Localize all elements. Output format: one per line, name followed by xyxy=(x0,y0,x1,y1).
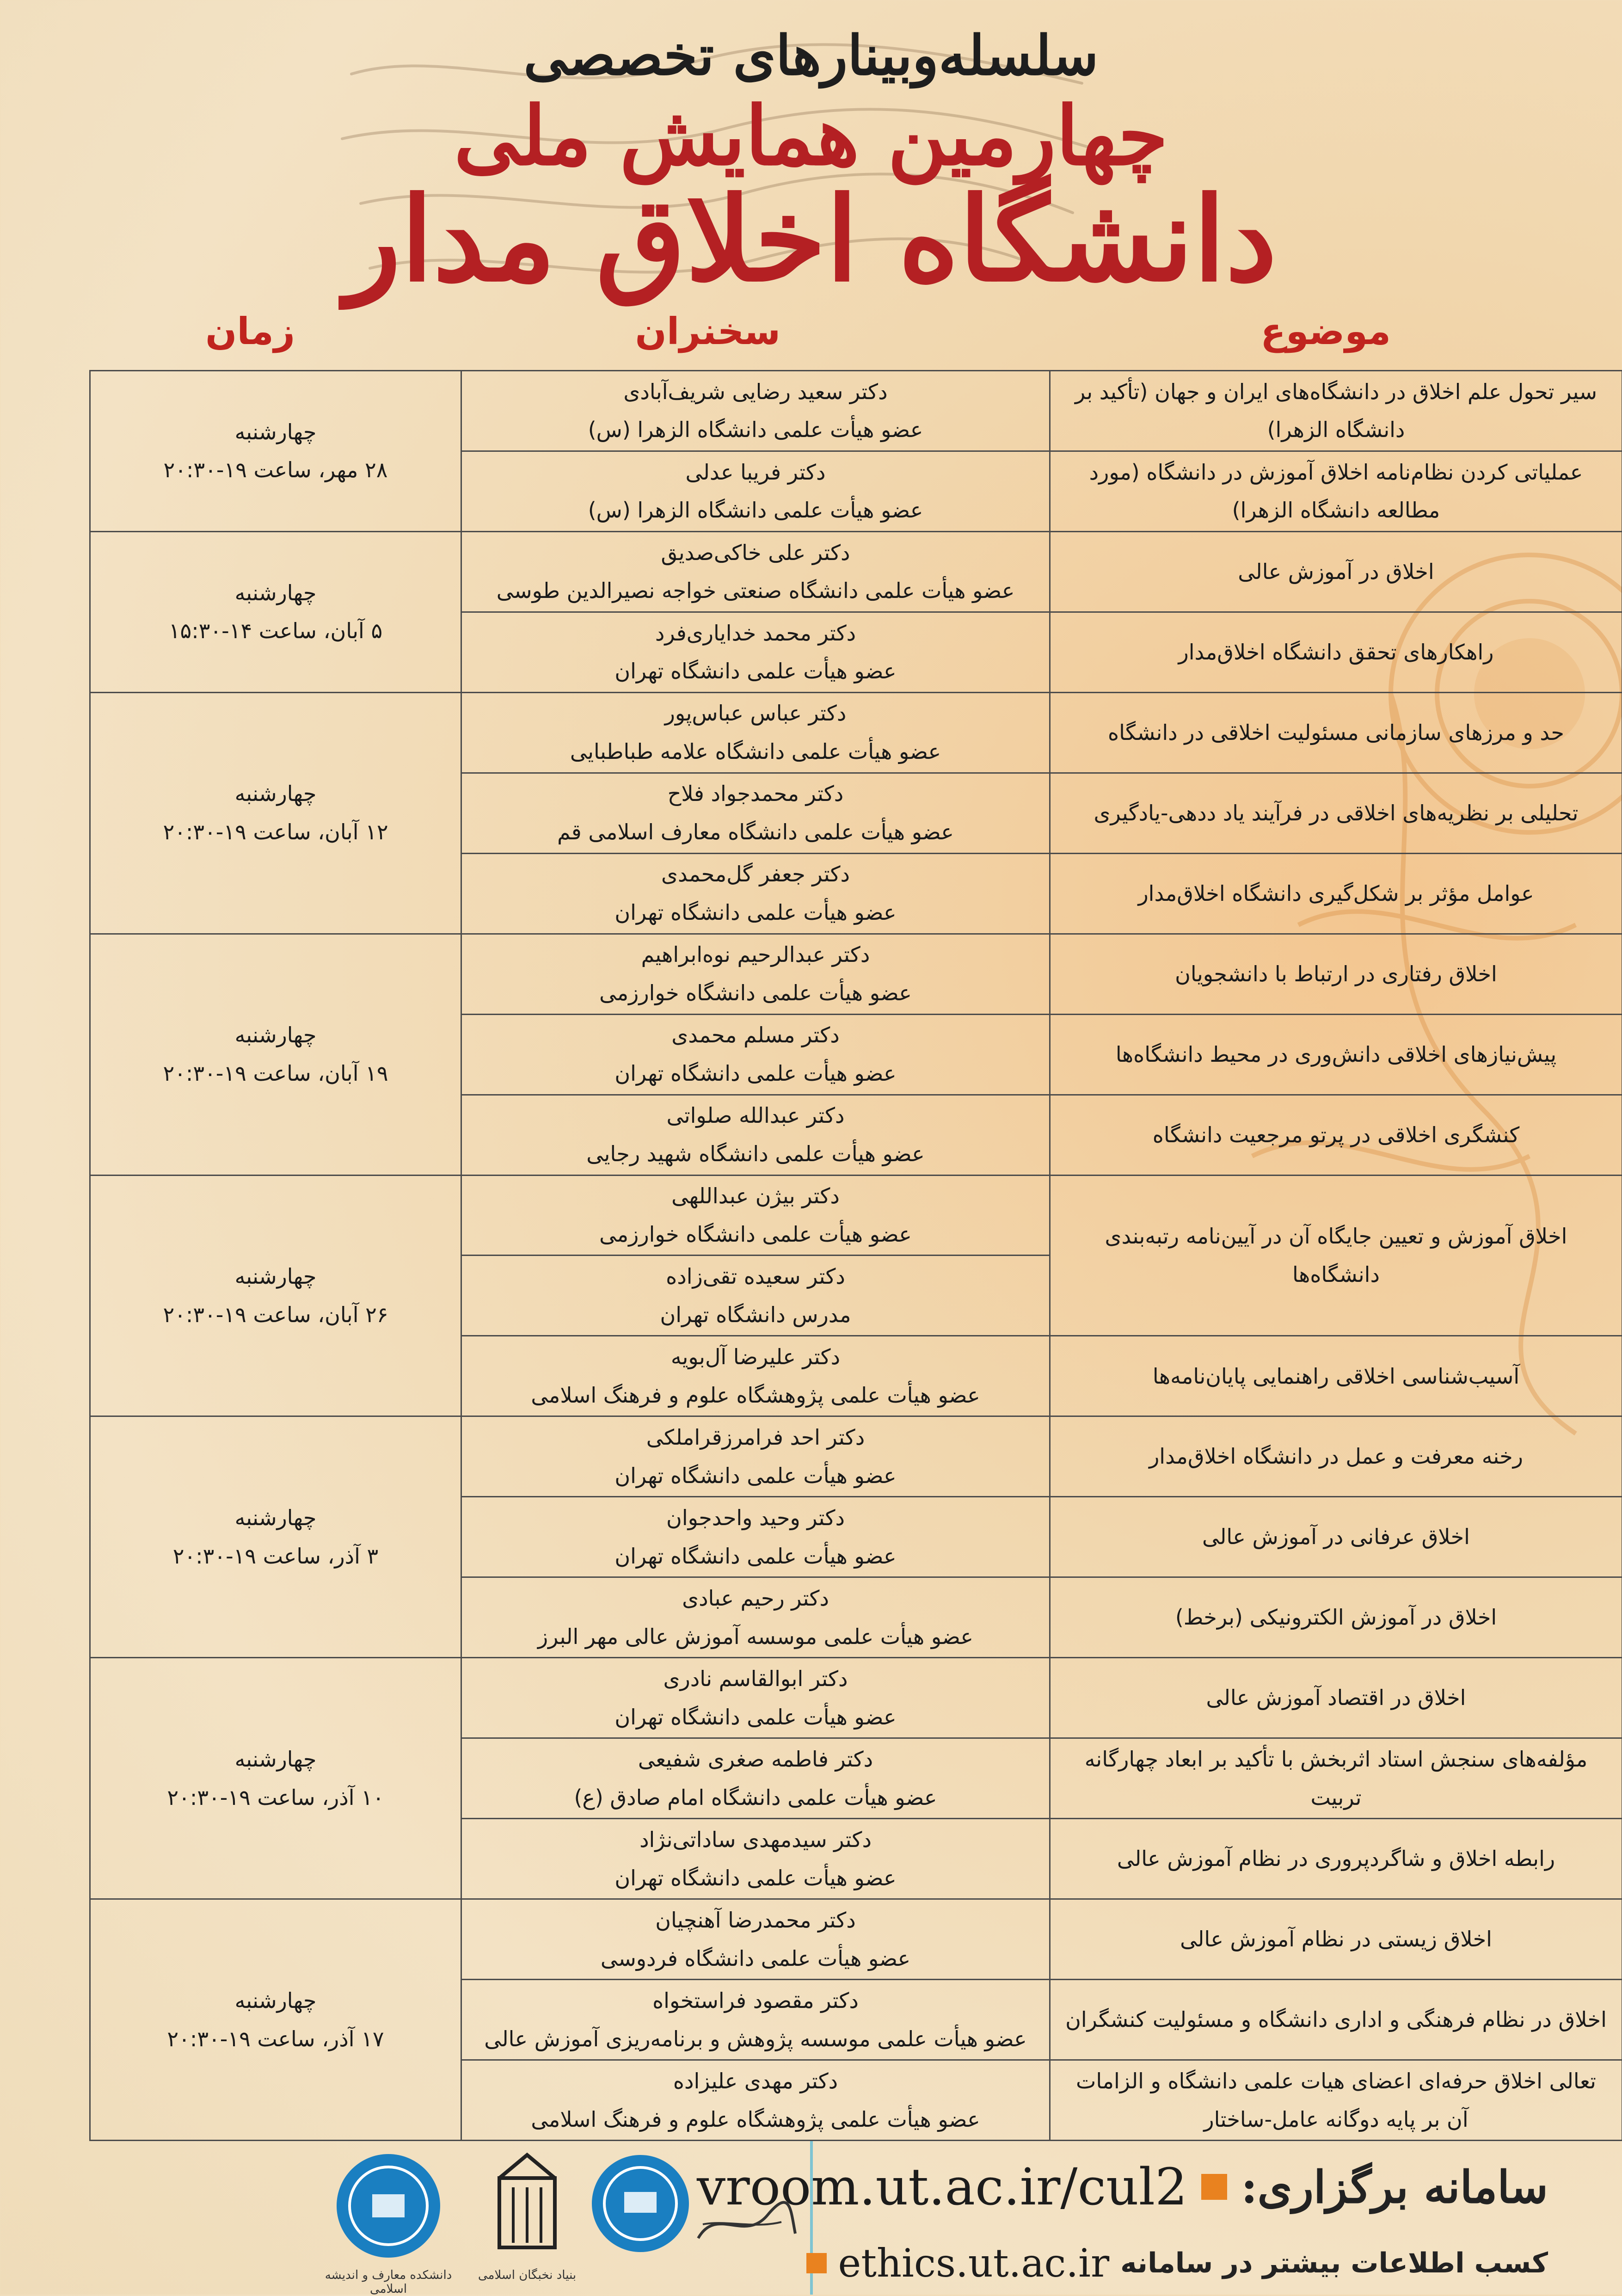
session-day: چهارشنبه xyxy=(104,1016,447,1054)
info-row xyxy=(806,2241,1548,2286)
speaker-affiliation: عضو هیأت علمی دانشگاه خوارزمی xyxy=(476,1215,1035,1254)
islamic-foundation-logo xyxy=(481,2150,573,2261)
speaker-cell xyxy=(461,1175,1050,1256)
speaker-affiliation: عضو هیأت علمی دانشگاه تهران xyxy=(476,1537,1035,1576)
speaker-affiliation: عضو هیأت علمی دانشگاه تهران xyxy=(476,1457,1035,1495)
speaker-affiliation: عضو هیأت علمی دانشگاه تهران xyxy=(476,652,1035,690)
session-datetime: ۲۶ آبان، ساعت ۱۹-۲۰:۳۰ xyxy=(104,1296,447,1334)
topic-cell: اخلاق عرفانی در آموزش عالی xyxy=(1050,1497,1622,1577)
topic-cell: رابطه اخلاق و شاگردپروری در نظام آموزش عالی xyxy=(1050,1819,1622,1899)
speaker-affiliation: عضو هیأت علمی دانشگاه امام صادق (ع) xyxy=(476,1779,1035,1817)
speaker-affiliation: عضو هیأت علمی دانشگاه تهران xyxy=(476,1859,1035,1897)
time-cell xyxy=(90,1175,461,1416)
speaker-name: دکتر مسلم محمدی xyxy=(476,1016,1035,1054)
speaker-name: دکتر جعفر گل‌محمدی xyxy=(476,855,1035,893)
session-day: چهارشنبه xyxy=(104,1740,447,1779)
speaker-name: دکتر علی خاکی‌صدیق xyxy=(476,534,1035,572)
speaker-name: دکتر عبدالرحیم نوه‌ابراهیم xyxy=(476,936,1035,974)
column-header-time: زمان xyxy=(205,310,295,353)
table-row xyxy=(90,531,1622,612)
session-datetime: ۳ آذر، ساعت ۱۹-۲۰:۳۰ xyxy=(104,1537,447,1576)
speaker-name: دکتر علیرضا آل‌بویه xyxy=(476,1338,1035,1376)
speaker-cell xyxy=(461,1819,1050,1899)
topic-cell: حد و مرزهای سازمانی مسئولیت اخلاقی در دانشگاه xyxy=(1050,692,1622,773)
speaker-cell xyxy=(461,451,1050,531)
topic-cell: پیش‌نیازهای اخلاقی دانش‌وری در محیط دانشگاه‌ها xyxy=(1050,1014,1622,1095)
column-header-topic: موضوع xyxy=(1260,310,1391,353)
speaker-affiliation: عضو هیأت علمی دانشگاه شهید رجایی xyxy=(476,1135,1035,1173)
topic-cell: تحلیلی بر نظریه‌های اخلاقی در فرآیند یاد ددهی-یادگیری xyxy=(1050,773,1622,853)
session-datetime: ۱۷ آذر، ساعت ۱۹-۲۰:۳۰ xyxy=(104,2020,447,2058)
speaker-name: دکتر وحید واحدجوان xyxy=(476,1499,1035,1537)
time-cell xyxy=(90,1416,461,1658)
speaker-cell xyxy=(461,1980,1050,2060)
time-cell xyxy=(90,1899,461,2141)
topic-cell: راهکارهای تحقق دانشگاه اخلاق‌مدار xyxy=(1050,612,1622,692)
session-day: چهارشنبه xyxy=(104,1982,447,2020)
system-url-link[interactable]: vroom.ut.ac.ir/cul2 xyxy=(697,2157,1187,2216)
session-day: چهارشنبه xyxy=(104,775,447,813)
speaker-affiliation: عضو هیأت علمی دانشگاه فردوسی xyxy=(476,1939,1035,1978)
topic-cell: تعالی اخلاق حرفه‌ای اعضای هیات علمی دانشگاه و الزامات آن بر پایه دوگانه عامل-ساختار xyxy=(1050,2060,1622,2141)
session-datetime: ۲۸ مهر، ساعت ۱۹-۲۰:۳۰ xyxy=(104,451,447,489)
info-url-link[interactable]: ethics.ut.ac.ir xyxy=(838,2241,1109,2286)
speaker-cell xyxy=(461,371,1050,451)
speaker-affiliation: عضو هیأت علمی دانشگاه الزهرا (س) xyxy=(476,411,1035,449)
speaker-cell xyxy=(461,1014,1050,1095)
session-day: چهارشنبه xyxy=(104,574,447,612)
speaker-affiliation: عضو هیأت علمی دانشگاه تهران xyxy=(476,1698,1035,1736)
speaker-name: دکتر محمدجواد فلاح xyxy=(476,775,1035,813)
speaker-name: دکتر محمدرضا آهنچیان xyxy=(476,1901,1035,1939)
speaker-cell xyxy=(461,531,1050,612)
speaker-name: دکتر ابوالقاسم نادری xyxy=(476,1660,1035,1698)
speaker-cell xyxy=(461,692,1050,773)
topic-cell: اخلاق در اقتصاد آموزش عالی xyxy=(1050,1658,1622,1738)
foundation-logo-caption: بنیاد نخبگان اسلامی xyxy=(472,2268,583,2282)
speaker-cell xyxy=(461,1336,1050,1416)
speaker-cell xyxy=(461,934,1050,1014)
time-cell xyxy=(90,531,461,692)
speaker-affiliation: عضو هیأت علمی دانشگاه تهران xyxy=(476,1054,1035,1093)
speaker-cell xyxy=(461,612,1050,692)
tehran-university-logo xyxy=(333,2150,444,2261)
time-cell xyxy=(90,1658,461,1899)
speaker-cell xyxy=(461,1416,1050,1497)
conference-subtitle: چهارمین همایش ملی xyxy=(0,92,1622,181)
topic-cell: اخلاق در آموزش عالی xyxy=(1050,531,1622,612)
topic-cell: سیر تحول علم اخلاق در دانشگاه‌های ایران و جهان (تأکید بر دانشگاه الزهرا) xyxy=(1050,371,1622,451)
time-cell xyxy=(90,934,461,1175)
faculty-logo-caption: دانشکده معارف و اندیشه اسلامی xyxy=(319,2268,458,2296)
topic-cell: کنشگری اخلاقی در پرتو مرجعیت دانشگاه xyxy=(1050,1095,1622,1175)
speaker-affiliation: عضو هیأت علمی موسسه آموزش عالی مهر البرز xyxy=(476,1618,1035,1656)
table-row xyxy=(90,1416,1622,1497)
speaker-name: دکتر سعیده تقی‌زاده xyxy=(476,1257,1035,1296)
topic-cell: رخنه معرفت و عمل در دانشگاه اخلاق‌مدار xyxy=(1050,1416,1622,1497)
topic-cell: اخلاق در آموزش الکترونیکی (برخط) xyxy=(1050,1577,1622,1658)
speaker-name: دکتر سعید رضایی شریف‌آبادی xyxy=(476,373,1035,411)
speaker-affiliation: عضو هیأت علمی موسسه پژوهش و برنامه‌ریزی آموزش عالی xyxy=(476,2020,1035,2058)
speaker-cell xyxy=(461,1899,1050,1980)
speaker-name: دکتر مقصود فراستخواه xyxy=(476,1982,1035,2020)
schedule-table xyxy=(89,370,1622,2141)
info-label: کسب اطلاعات بیشتر در سامانه xyxy=(1120,2247,1548,2279)
speaker-name: دکتر مهدی علیزاده xyxy=(476,2062,1035,2100)
system-label: سامانه برگزاری: xyxy=(1241,2161,1548,2213)
session-datetime: ۱۹ آبان، ساعت ۱۹-۲۰:۳۰ xyxy=(104,1054,447,1093)
speaker-name: دکتر فریبا عدلی xyxy=(476,453,1035,492)
orange-square-icon xyxy=(1201,2174,1227,2200)
speaker-cell xyxy=(461,1658,1050,1738)
speaker-cell xyxy=(461,2060,1050,2141)
topic-cell: مؤلفه‌های سنجش استاد اثربخش با تأکید بر ابعاد چهارگانه تربیت xyxy=(1050,1738,1622,1819)
session-datetime: ۱۰ آذر، ساعت ۱۹-۲۰:۳۰ xyxy=(104,1779,447,1817)
speaker-affiliation: عضو هیأت علمی دانشگاه خوارزمی xyxy=(476,974,1035,1012)
speaker-cell xyxy=(461,1497,1050,1577)
table-row xyxy=(90,371,1622,451)
speaker-affiliation: مدرس دانشگاه تهران xyxy=(476,1296,1035,1334)
speaker-name: دکتر رحیم عبادی xyxy=(476,1579,1035,1618)
speaker-cell xyxy=(461,1577,1050,1658)
topic-cell: اخلاق در نظام فرهنگی و اداری دانشگاه و مسئولیت کنشگران xyxy=(1050,1980,1622,2060)
column-header-speaker: سخنران xyxy=(635,310,780,353)
topic-cell: اخلاق رفتاری در ارتباط با دانشجویان xyxy=(1050,934,1622,1014)
speaker-affiliation: عضو هیأت علمی دانشگاه الزهرا (س) xyxy=(476,491,1035,529)
time-cell xyxy=(90,692,461,934)
session-day: چهارشنبه xyxy=(104,1257,447,1296)
orange-square-icon xyxy=(806,2253,827,2273)
speaker-affiliation: عضو هیأت علمی دانشگاه تهران xyxy=(476,893,1035,932)
speaker-cell xyxy=(461,773,1050,853)
speaker-affiliation: عضو هیأت علمی پژوهشگاه علوم و فرهنگ اسلامی xyxy=(476,2100,1035,2139)
deputy-calligraphy-logo xyxy=(689,2197,800,2252)
conference-title: دانشگاه اخلاق مدار xyxy=(0,181,1622,297)
topic-cell: عوامل مؤثر بر شکل‌گیری دانشگاه اخلاق‌مدار xyxy=(1050,853,1622,934)
speaker-cell xyxy=(461,1095,1050,1175)
session-datetime: ۵ آبان، ساعت ۱۴-۱۵:۳۰ xyxy=(104,612,447,650)
table-row xyxy=(90,1658,1622,1738)
speaker-name: دکتر عباس عباس‌پور xyxy=(476,694,1035,733)
topic-cell: آسیب‌شناسی اخلاقی راهنمایی پایان‌نامه‌ها xyxy=(1050,1336,1622,1416)
speaker-name: دکتر عبدالله صلواتی xyxy=(476,1096,1035,1135)
speaker-name: دکتر بیژن عبداللهی xyxy=(476,1177,1035,1215)
series-title: سلسله‌وبینارهای تخصصی xyxy=(0,23,1622,87)
table-row xyxy=(90,692,1622,773)
speaker-affiliation: عضو هیأت علمی دانشگاه علامه طباطبایی xyxy=(476,733,1035,771)
speaker-cell xyxy=(461,1256,1050,1336)
session-datetime: ۱۲ آبان، ساعت ۱۹-۲۰:۳۰ xyxy=(104,813,447,851)
speaker-name: دکتر محمد خدایاری‌فرد xyxy=(476,614,1035,652)
speaker-affiliation: عضو هیأت علمی دانشگاه معارف اسلامی قم xyxy=(476,813,1035,851)
table-row xyxy=(90,934,1622,1014)
time-cell xyxy=(90,371,461,532)
topic-cell: عملیاتی کردن نظام‌نامه اخلاق آموزش در دانشگاه (مورد مطالعه دانشگاه الزهرا) xyxy=(1050,451,1622,531)
university-seal-logo xyxy=(587,2150,694,2257)
table-row xyxy=(90,1175,1622,1256)
speaker-cell xyxy=(461,853,1050,934)
topic-cell: اخلاق زیستی در نظام آموزش عالی xyxy=(1050,1899,1622,1980)
speaker-name: دکتر فاطمه صغری شفیعی xyxy=(476,1740,1035,1779)
speaker-name: دکتر احد فرامرزقراملکی xyxy=(476,1418,1035,1457)
session-day: چهارشنبه xyxy=(104,1499,447,1537)
system-row xyxy=(697,2157,1548,2216)
speaker-affiliation: عضو هیأت علمی پژوهشگاه علوم و فرهنگ اسلامی xyxy=(476,1376,1035,1415)
poster-header xyxy=(0,14,1622,297)
speaker-affiliation: عضو هیأت علمی دانشگاه صنعتی خواجه نصیرالدین طوسی xyxy=(476,572,1035,610)
topic-cell: اخلاق آموزش و تعیین جایگاه آن در آیین‌نامه رتبه‌بندی دانشگاه‌ها xyxy=(1050,1175,1622,1336)
table-row xyxy=(90,1899,1622,1980)
speaker-cell xyxy=(461,1738,1050,1819)
speaker-name: دکتر سیدمهدی ساداتی‌نژاد xyxy=(476,1821,1035,1859)
session-day: چهارشنبه xyxy=(104,413,447,451)
